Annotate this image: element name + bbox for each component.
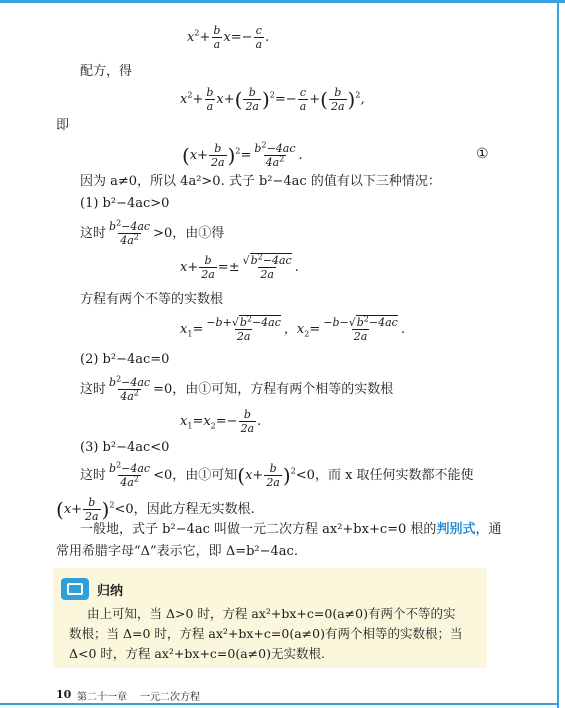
- case-3-condition: 这时 $\frac{b^2-4ac}{4a^2}$ <0，由①可知(x+ $\frac{b}{2a}$ )$^2$<0，而 x 取任何实数都不能使: [80, 460, 474, 489]
- case-3-pre: 这时: [80, 468, 107, 483]
- case-3-end: <0，因此方程无实数根.: [114, 502, 255, 517]
- case-1-condition: 这时 $\frac{b^2-4ac}{4a^2}$ >0，由①得: [80, 218, 225, 247]
- discriminant-term: 判别式: [436, 522, 476, 537]
- general-pre: 一般地，式子 b²−4ac 叫做一元二次方程 ax²+bx+c=0 根的: [80, 522, 437, 537]
- equation-line-3: (x+ $\frac{b}{2a}$ )$^2$= $\frac{b^2-4ac}{4a^2}$ .: [182, 140, 303, 169]
- equation-line-2: $x^2+$ $\frac{b}{a}$ x+( $\frac{b}{2a}$ )$^2$=− $\frac{c}{a}$ +( $\frac{b}{2a}$ )$^2$,: [180, 86, 365, 113]
- case-1-pre: 这时: [80, 226, 107, 241]
- equation-case-2-roots: $x_1=x_2=-$ $\frac{b}{2a}$ .: [180, 408, 262, 435]
- chapter-label: 第二十一章: [77, 692, 127, 703]
- case-2-post: =0，由①可知，方程有两个相等的实数根: [153, 382, 394, 397]
- bottom-margin-rule: [0, 703, 559, 705]
- page-number: 10: [56, 688, 72, 701]
- case-2-heading: (2) b²−4ac=0: [80, 352, 170, 367]
- case-3-heading: (3) b²−4ac<0: [80, 440, 170, 455]
- case-1-heading: (1) b²−4ac>0: [80, 196, 170, 211]
- case-2-pre: 这时: [80, 382, 107, 397]
- general-statement-line-1: [80, 522, 501, 538]
- summary-title: 归纳: [97, 584, 124, 599]
- text-because: 因为 a≠0，所以 4a²>0. 式子 b²−4ac 的值有以下三种情况：: [80, 174, 441, 189]
- summary-book-icon: [61, 578, 89, 600]
- case-3-conclusion: (x+ $\frac{b}{2a}$ )$^2$<0，因此方程无实数根.: [56, 496, 255, 523]
- summary-box: [53, 568, 487, 668]
- summary-line-3: Δ<0 时，方程 ax²+bx+c=0(a≠0)无实数根.: [69, 646, 325, 661]
- equation-number-1: ①: [476, 146, 489, 162]
- case-3-mid: <0，由①可知: [153, 468, 238, 483]
- general-post: ，通: [475, 522, 502, 537]
- summary-line-1: 由上可知，当 Δ>0 时，方程 ax²+bx+c=0(a≠0)有两个不等的实: [87, 606, 456, 621]
- case-2-condition: 这时 $\frac{b^2-4ac}{4a^2}$ =0，由①可知，方程有两个相等的实数根: [80, 374, 394, 403]
- general-statement-line-2: 常用希腊字母“Δ”表示它，即 Δ=b²−4ac.: [56, 544, 298, 559]
- equation-case-1-roots: $x_1=$ $\frac{-b+√b^2-4ac}{2a}$ ，$x_2=$ $\frac{-b-√b^2-4ac}{2a}$ .: [180, 314, 405, 343]
- summary-line-2: 数根；当 Δ=0 时，方程 ax²+bx+c=0(a≠0)有两个相等的实数根；当: [69, 626, 463, 641]
- case-3-post: <0，而 x 取任何实数都不能使: [295, 468, 474, 483]
- text-ji: 即: [56, 118, 70, 133]
- equation-line-1: $x^2+$ $\frac{b}{a}$ x=− $\frac{c}{a}$ .: [187, 24, 270, 51]
- case-1-post: >0，由①得: [153, 226, 225, 241]
- case-1-roots-label: 方程有两个不等的实数根: [80, 292, 224, 307]
- chapter-title: 一元二次方程: [140, 692, 200, 703]
- equation-case-1: x+ $\frac{b}{2a}$ =± $\frac{√b^2-4ac}{2a}$ .: [180, 252, 299, 281]
- text-peifang: 配方，得: [80, 64, 133, 79]
